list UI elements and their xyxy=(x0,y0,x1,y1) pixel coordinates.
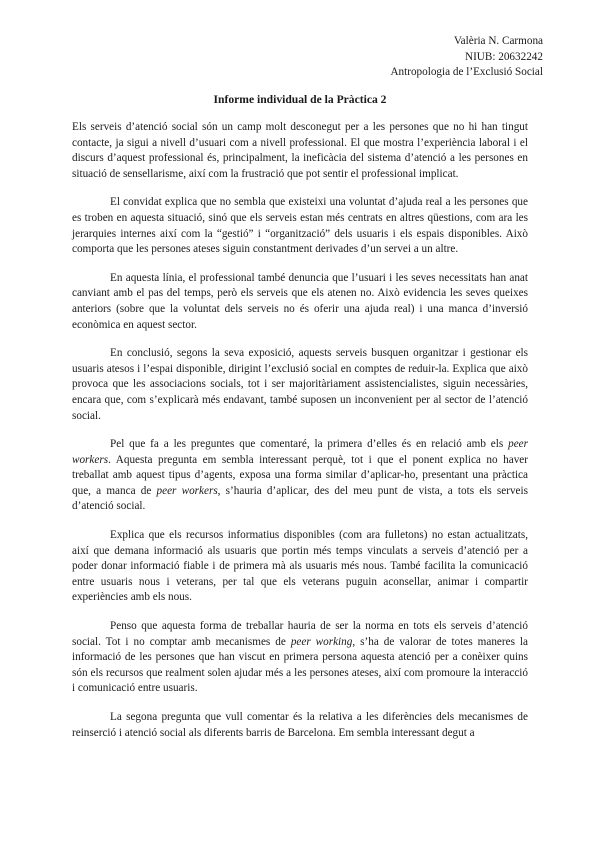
paragraph-5-text-2: . Aquesta pregunta em sembla interessant perquè, tot i que el ponent explica no haver treballat amb aquest tipus d’agents, exposa una forma similar d’aplicar-ho, presentant una pràctica que, a manca de xyxy=(72,453,528,497)
paragraph-8: La segona pregunta que vull comentar és la relativa a les diferències dels mecanismes de reinserció i atenció social als diferents barris de Barcelona. Em sembla interessant degut a xyxy=(72,711,528,739)
paragraph-7-italic-1: peer working xyxy=(290,635,353,648)
document-title: Informe individual de la Pràctica 2 xyxy=(213,93,387,106)
paragraph-7-text-1: Penso que aquesta forma de treballar hauria de ser la norma en tots els serveis d’atenció social. Tot i no comptar amb mecanismes de xyxy=(72,620,528,648)
paragraph-5 xyxy=(72,437,528,515)
paragraph-3: En aquesta línia, el professional també denuncia que l’usuari i les seves necessitats han anat canviant amb el pas del temps, però els serveis que els atenen no. Això evidencia les seves queixes anteriors (sobre que la voluntat dels serveis no és oferir una ajuda real) i una manca d’inversió econòmica en aquest sector. xyxy=(72,271,528,331)
author-name: Valèria N. Carmona xyxy=(453,35,543,47)
student-id: NIUB: 20632242 xyxy=(464,50,543,63)
paragraph-7-text-2: , s’ha de valorar de totes maneres la informació de les persones que han viscut en primera persona aquesta atenció per a conèixer quins són els recursos que realment solen ajudar més a les persones ateses, així com promoure la interacció i comunicació entre usuaris. xyxy=(72,635,528,695)
paragraph-4: En conclusió, segons la seva exposició, aquests serveis busquen organitzar i gestionar els usuaris atesos i l’espai disponible, dirigint l’exclusió social en comptes de reduir-la. Explica que això provoca que les associacions socials, tot i ser majoritàriament assistencialistes, siguin necessàries, encara que, com s’explicarà més endavant, també suposen un inconvenient per al sector de l’atenció social. xyxy=(72,347,528,422)
paragraph-7 xyxy=(72,619,528,697)
paragraph-2: El convidat explica que no sembla que existeixi una voluntat d’ajuda real a les persones que es troben en aquesta situació, sinó que els serveis estan més centrats en altres qüestions, com ara les jerarquies internes així com la “gestió” i “organització” dels usuaris i els espais disponibles. Això comporta que les persones ateses siguin constantment derivades d’un servei a un altre. xyxy=(72,196,528,256)
paragraph-5-italic-1: peer workers xyxy=(72,438,528,466)
paragraph-5-text-3: , s’hauria d’aplicar, des del meu punt de vista, a tots els serveis d’atenció social. xyxy=(72,484,528,513)
author-header xyxy=(390,34,543,81)
course-name: Antropologia de l’Exclusió Social xyxy=(390,66,543,79)
paragraph-6: Explica que els recursos informatius disponibles (com ara fulletons) no estan actualitzats, així que demana informació als usuaris que portin més temps vinculats a serveis d’atenció per a poder donar informació fiable i de primera mà als usuaris més nous. També facilita la comunicació entre usuaris nous i veterans, per tal que els veterans puguin aconsellar, animar i compartir experiències amb els nous. xyxy=(72,529,528,604)
document-body xyxy=(72,120,528,741)
paragraph-1: Els serveis d’atenció social són un camp molt desconegut per a les persones que no hi han tingut contacte, ja sigui a nivell d’usuari com a nivell professional. El que mostra l’experiència laboral i el discurs d’aquest professional és, principalment, la ineficàcia del sistema d’atenció a les persones en situació de sensellarisme, així com la frustració que pot sentir el professional implicat. xyxy=(72,121,528,180)
paragraph-5-text-1: Pel que fa a les preguntes que comentaré, la primera d’elles és en relació amb els xyxy=(110,438,509,451)
paragraph-5-italic-2: peer workers xyxy=(156,484,218,497)
